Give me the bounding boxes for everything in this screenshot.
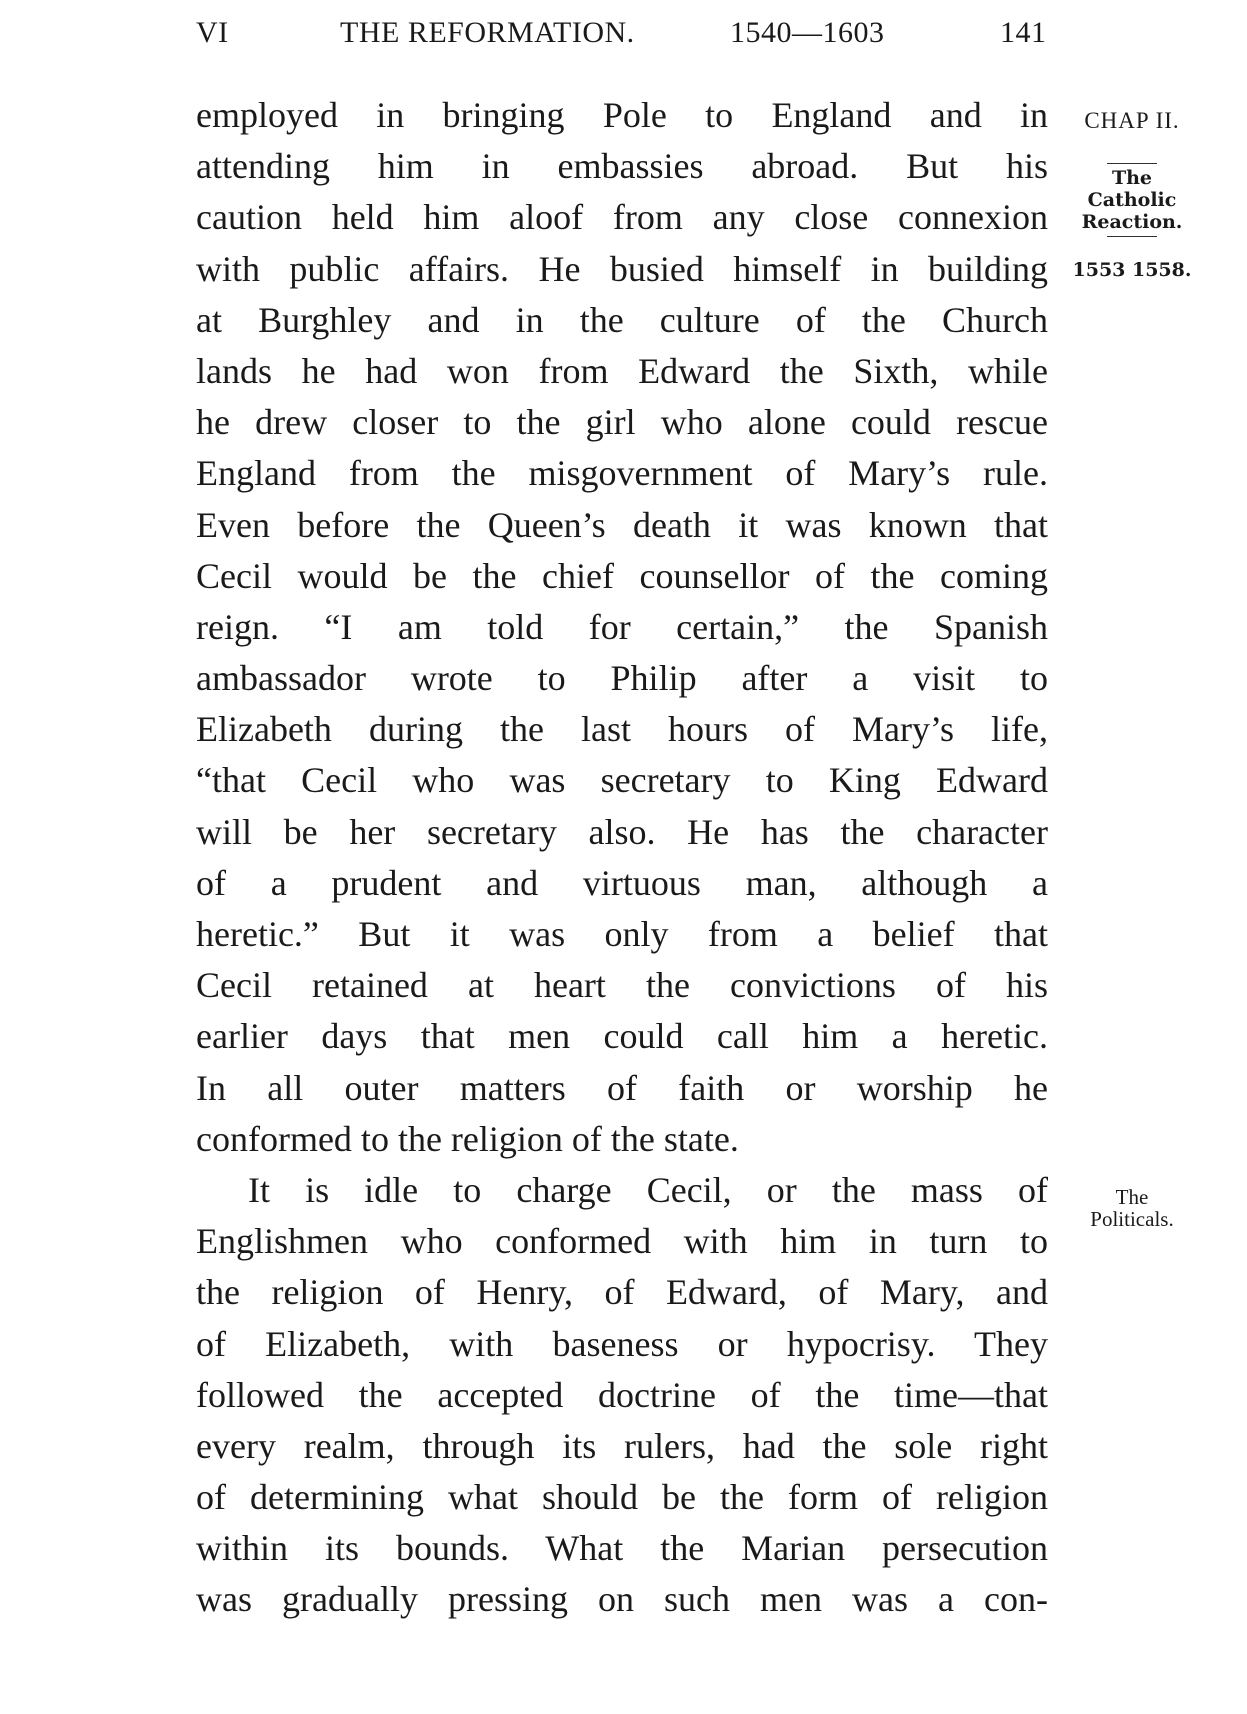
text-line: of Elizabeth, with baseness or hypocrisy. They (196, 1323, 1048, 1364)
text-line: was gradually pressing on such men was a con- (196, 1579, 1048, 1620)
margin-years: 1553 1558. (1072, 259, 1192, 281)
text-line: of a prudent and virtuous man, although a (196, 862, 1048, 903)
text-line: earlier days that men could call him a heretic. (196, 1016, 1048, 1057)
margin-section-heading (1062, 160, 1202, 240)
text-line: within its bounds. What the Marian persecution (196, 1528, 1048, 1569)
text-line: Even before the Queen’s death it was known that (196, 504, 1048, 545)
text-line: employed in bringing Pole to England and in (196, 95, 1048, 135)
margin-section-line: Reaction. (1081, 211, 1183, 233)
text-line: “that Cecil who was secretary to King Edward (196, 760, 1048, 801)
margin-rule-bottom (1107, 236, 1157, 237)
text-line: of determining what should be the form of religion (196, 1477, 1048, 1518)
text-line: ambassador wrote to Philip after a visit to (196, 658, 1048, 699)
text-line: reign. “I am told for certain,” the Spanish (196, 606, 1048, 647)
text-line: Elizabeth during the last hours of Mary’s life, (196, 709, 1048, 750)
margin-note-politicals (1062, 1186, 1202, 1230)
text-line: followed the accepted doctrine of the time—that (196, 1374, 1048, 1415)
header-chapter-number: VI (196, 16, 229, 49)
margin-section-line: The (1111, 167, 1153, 189)
margin-note-line: The (1115, 1185, 1149, 1209)
text-line: will be her secretary also. He has the character (196, 811, 1048, 852)
text-line: conformed to the religion of the state. (196, 1118, 739, 1159)
margin-rule-top (1107, 163, 1157, 164)
body-text (196, 90, 1048, 1626)
text-line: England from the misgovernment of Mary’s rule. (196, 453, 1048, 494)
text-line: It is idle to charge Cecil, or the mass of (248, 1169, 1048, 1210)
header-title: THE REFORMATION. (340, 16, 635, 49)
text-line: at Burghley and in the culture of the Church (196, 299, 1048, 340)
header-years: 1540—1603 (730, 16, 885, 49)
text-line: every realm, through its rulers, had the sole right (196, 1425, 1048, 1466)
page-number: 141 (1000, 16, 1047, 49)
text-line: he drew closer to the girl who alone could rescue (196, 402, 1048, 443)
text-line: Cecil would be the chief counsellor of the coming (196, 555, 1048, 596)
text-line: lands he had won from Edward the Sixth, while (196, 350, 1048, 391)
text-line: attending him in embassies abroad. But his (196, 146, 1048, 187)
text-line: Englishmen who conformed with him in turn to (196, 1221, 1048, 1262)
margin-chapter-label: CHAP II. (1084, 108, 1180, 133)
text-line: with public affairs. He busied himself in building (196, 248, 1048, 289)
margin-note-line: Politicals. (1090, 1207, 1174, 1231)
text-line: Cecil retained at heart the convictions of his (196, 965, 1048, 1006)
text-line: In all outer matters of faith or worship he (196, 1067, 1048, 1108)
text-line: the religion of Henry, of Edward, of Mary, and (196, 1272, 1048, 1313)
text-line: caution held him aloof from any close connexion (196, 197, 1048, 238)
text-line: heretic.” But it was only from a belief that (196, 914, 1048, 954)
running-header (0, 16, 1247, 60)
margin-section-line: Catholic (1087, 189, 1177, 211)
